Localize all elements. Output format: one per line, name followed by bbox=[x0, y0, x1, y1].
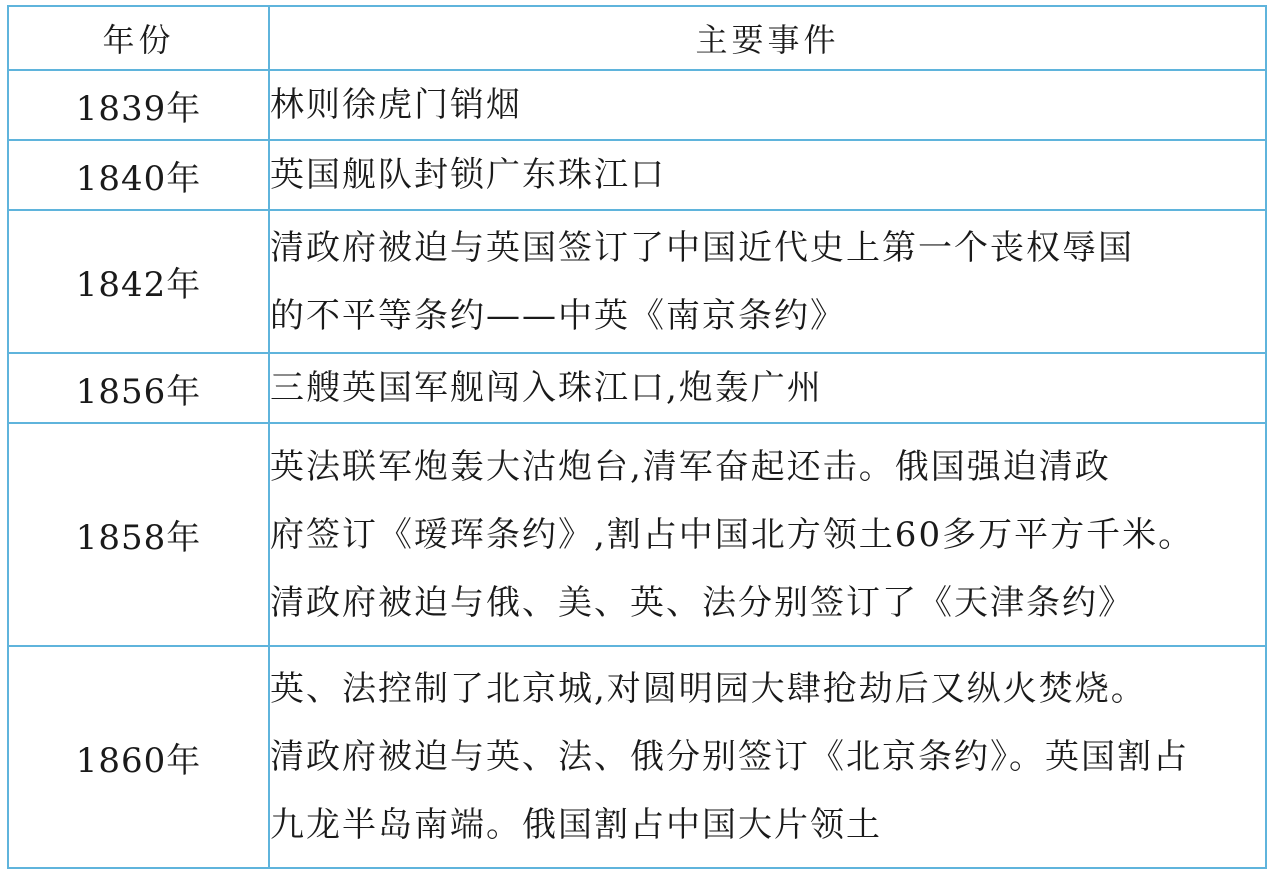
year-cell: 1839年 bbox=[8, 70, 269, 140]
event-line: 的不平等条约——中英《南京条约》 bbox=[270, 295, 846, 336]
event-column-header: 主要事件 bbox=[269, 6, 1266, 70]
event-line: 清政府被迫与英、法、俄分别签订《北京条约》。英国割占 bbox=[270, 737, 1189, 777]
header-row bbox=[8, 6, 1266, 70]
year-cell: 1856年 bbox=[8, 353, 269, 423]
table-body bbox=[8, 70, 1266, 868]
table-row bbox=[8, 70, 1266, 140]
event-line: 英、法控制了北京城,对圆明园大肆抢劫后又纵火焚烧。 bbox=[270, 669, 1147, 709]
table-row bbox=[8, 210, 1266, 353]
table-row bbox=[8, 646, 1266, 868]
event-line: 清政府被迫与俄、美、英、法分别签订了《天津条约》 bbox=[270, 582, 1134, 623]
event-cell bbox=[269, 423, 1266, 646]
event-cell bbox=[269, 353, 1266, 423]
year-cell: 1860年 bbox=[8, 646, 269, 868]
event-cell bbox=[269, 210, 1266, 353]
event-line: 三艘英国军舰闯入珠江口,炮轰广州 bbox=[270, 368, 823, 408]
event-line: 清政府被迫与英国签订了中国近代史上第一个丧权辱国 bbox=[270, 227, 1134, 268]
event-cell bbox=[269, 646, 1266, 868]
event-line: 九龙半岛南端。俄国割占中国大片领土 bbox=[270, 805, 882, 845]
year-column-header: 年份 bbox=[8, 6, 269, 70]
table-header bbox=[8, 6, 1266, 70]
event-line: 府签订《瑷珲条约》,割占中国北方领土60多万平方千米。 bbox=[270, 514, 1195, 555]
table-row bbox=[8, 140, 1266, 210]
event-cell bbox=[269, 70, 1266, 140]
year-cell: 1842年 bbox=[8, 210, 269, 353]
event-line: 英法联军炮轰大沽炮台,清军奋起还击。俄国强迫清政 bbox=[270, 446, 1111, 487]
event-cell bbox=[269, 140, 1266, 210]
event-line: 英国舰队封锁广东珠江口 bbox=[270, 155, 666, 195]
table-row bbox=[8, 353, 1266, 423]
year-cell: 1840年 bbox=[8, 140, 269, 210]
history-events-table bbox=[7, 5, 1267, 869]
table-row bbox=[8, 423, 1266, 646]
event-line: 林则徐虎门销烟 bbox=[270, 85, 522, 125]
year-cell: 1858年 bbox=[8, 423, 269, 646]
